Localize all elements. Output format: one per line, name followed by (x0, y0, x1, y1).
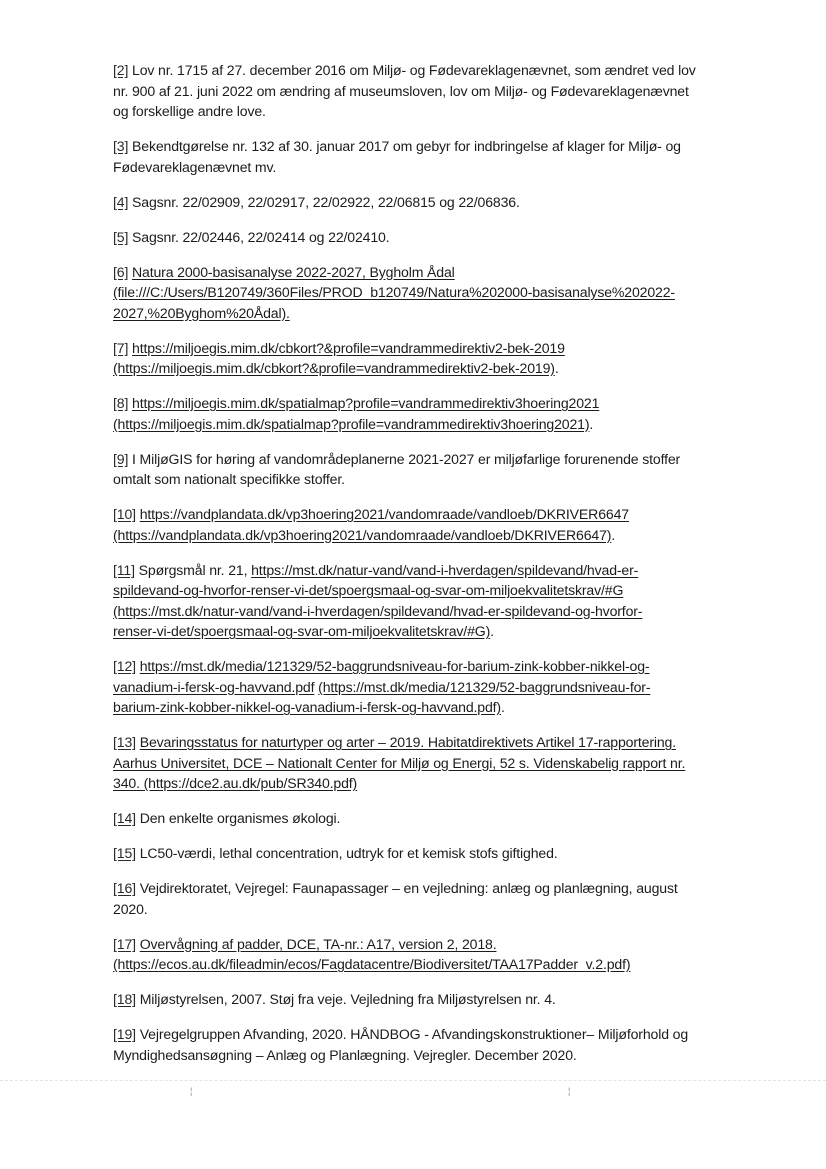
hyperlink[interactable]: (https://mst.dk/media/121329/52-baggrundsniveau-for- (318, 678, 651, 695)
endnote-line (113, 954, 733, 975)
endnote-text: Spørgsmål nr. 21, (138, 561, 252, 578)
endnote-line (113, 773, 733, 794)
hyperlink[interactable]: Overvågning af padder, DCE, TA-nr.: A17, version 2, 2018. (139, 935, 497, 952)
endnote-ref-link[interactable]: [17] (113, 935, 136, 952)
endnote-line (113, 878, 733, 899)
endnote-ref-link[interactable]: [16] (113, 880, 136, 896)
endnote-line (113, 414, 733, 435)
endnote-ref-link[interactable]: [7] (113, 339, 129, 356)
hyperlink[interactable]: (https://vandplandata.dk/vp3hoering2021/vandomraade/vandloeb/DKRIVER6647) (113, 526, 612, 543)
endnote-line (113, 601, 733, 622)
hyperlink[interactable]: renser-vi-det/spoergsmaal-og-svar-om-miljoekvalitetskrav/#G) (113, 623, 491, 639)
endnote-text: Sagsnr. 22/02909, 22/02917, 22/02922, 22/06815 og 22/06836. (132, 193, 520, 210)
endnote-line (113, 753, 733, 774)
endnote-3 (113, 136, 733, 177)
endnote-text: nr. 900 af 21. juni 2022 om ændring af museumsloven, lov om Miljø- og Fødevareklagenævnet (113, 82, 689, 99)
endnote-line (113, 227, 733, 248)
endnote-line (113, 843, 733, 864)
endnote-ref-link[interactable]: [2] (113, 62, 129, 78)
endnote-6 (113, 262, 733, 324)
endnote-line (113, 81, 733, 102)
endnote-15 (113, 843, 733, 864)
endnote-line (113, 697, 733, 718)
hyperlink[interactable]: (https://mst.dk/natur-vand/vand-i-hverdagen/spildevand/hvad-er-spildevand-og-hvorfor- (113, 602, 643, 619)
hyperlink[interactable]: (https://miljoegis.mim.dk/cbkort?&profile=vandrammedirektiv2-bek-2019) (113, 360, 555, 376)
endnote-16 (113, 878, 733, 919)
endnote-ref-link[interactable]: [12] (113, 658, 136, 674)
hyperlink[interactable]: Aarhus Universitet, DCE – Nationalt Center for Miljø og Energi, 52 s. Videnskabelig rapport nr. (113, 754, 686, 771)
endnote-text: Sagsnr. 22/02446, 22/02414 og 22/02410. (132, 228, 390, 245)
endnote-10 (113, 504, 733, 545)
hyperlink[interactable]: 2027,%20Byghom%20Ådal). (113, 304, 290, 321)
hyperlink[interactable]: vanadium-i-fersk-og-havvand.pdf (113, 678, 315, 695)
endnote-text: Fødevareklagenævnet mv. (113, 158, 277, 175)
endnote-11 (113, 560, 733, 642)
endnote-line (113, 101, 733, 122)
endnote-ref-link[interactable]: [15] (113, 845, 136, 861)
endnote-ref-link[interactable]: [19] (113, 1026, 136, 1042)
hyperlink[interactable]: (https://ecos.au.dk/fileadmin/ecos/Fagdatacentre/Biodiversitet/TAA17Padder_v.2.pdf) (113, 956, 631, 972)
hyperlink[interactable]: https://miljoegis.mim.dk/spatialmap?profile=vandrammedirektiv3hoering2021 (132, 395, 600, 411)
endnote-text: . (554, 360, 559, 376)
hyperlink[interactable]: barium-zink-kobber-nikkel-og-vanadium-i-fersk-og-havvand.pdf) (113, 699, 501, 715)
endnote-text: Den enkelte organismes økologi. (139, 810, 341, 826)
endnote-line (113, 732, 733, 753)
endnote-line (113, 808, 733, 829)
endnote-line (113, 560, 733, 581)
endnote-line (113, 469, 733, 490)
hyperlink[interactable]: https://miljoegis.mim.dk/cbkort?&profile=vandrammedirektiv2-bek-2019 (132, 339, 565, 356)
hyperlink[interactable]: (https://miljoegis.mim.dk/spatialmap?profile=vandrammedirektiv3hoering2021) (113, 415, 590, 432)
endnote-line (113, 282, 733, 303)
endnote-text: Vejregelgruppen Afvanding, 2020. HÅNDBOG - Afvandingskonstruktioner– Miljøforhold og (139, 1026, 689, 1042)
endnote-ref-link[interactable]: [9] (113, 450, 129, 467)
endnote-text: . (500, 699, 505, 715)
endnote-text: Myndighedsansøgning – Anlæg og Planlægning. Vejregler. December 2020. (113, 1046, 577, 1063)
endnotes-list (113, 60, 733, 1080)
endnote-line (113, 303, 733, 324)
endnote-line (113, 358, 733, 379)
endnote-13 (113, 732, 733, 794)
endnote-text: og forskellige andre love. (113, 103, 266, 119)
hyperlink[interactable]: (file:///C:/Users/B120749/360Files/PROD_b120749/Natura%202000-basisanalyse%202022- (113, 284, 675, 300)
endnote-ref-link[interactable]: [18] (113, 991, 136, 1007)
endnote-18 (113, 989, 733, 1010)
endnote-ref-link[interactable]: [11] (113, 561, 135, 578)
endnote-text: Miljøstyrelsen, 2007. Støj fra veje. Vejledning fra Miljøstyrelsen nr. 4. (139, 991, 556, 1007)
endnote-ref-link[interactable]: [8] (113, 395, 129, 411)
endnote-14 (113, 808, 733, 829)
endnote-ref-link[interactable]: [3] (113, 138, 129, 154)
endnote-5 (113, 227, 733, 248)
endnote-text: 2020. (113, 900, 148, 917)
hyperlink[interactable]: spildevand-og-hvorfor-renser-vi-det/spoergsmaal-og-svar-om-miljoekvalitetskrav/#G (113, 582, 624, 598)
endnote-8 (113, 393, 733, 434)
endnote-ref-link[interactable]: [6] (113, 263, 129, 280)
endnote-line (113, 338, 733, 359)
endnote-ref-link[interactable]: [4] (113, 193, 129, 210)
endnote-4 (113, 192, 733, 213)
endnote-line (113, 934, 733, 955)
endnote-text: Bekendtgørelse nr. 132 af 30. januar 2017 om gebyr for indbringelse af klager for Miljø- og (132, 138, 681, 154)
hyperlink[interactable]: https://mst.dk/media/121329/52-baggrundsniveau-for-barium-zink-kobber-nikkel-og- (139, 658, 650, 674)
endnote-line (113, 989, 733, 1010)
endnote-line (113, 136, 733, 157)
endnote-7 (113, 338, 733, 379)
endnote-text: . (589, 415, 594, 432)
endnote-ref-link[interactable]: [5] (113, 228, 129, 245)
endnote-line (113, 262, 733, 283)
endnote-text: I MiljøGIS for høring af vandområdeplanerne 2021-2027 er miljøfarlige forurenende stoffer (132, 450, 681, 467)
endnote-text: . (611, 526, 616, 543)
endnote-text: Vejdirektoratet, Vejregel: Faunapassager – en vejledning: anlæg og planlægning, august (139, 880, 678, 896)
endnote-text: LC50-værdi, lethal concentration, udtryk for et kemisk stofs giftighed. (139, 845, 558, 861)
endnote-text: omtalt som nationalt specifikke stoffer. (113, 471, 345, 487)
endnote-line (113, 60, 733, 81)
scan-mark: ¦ (568, 1086, 571, 1096)
endnote-line (113, 1045, 733, 1066)
endnote-2 (113, 60, 733, 122)
hyperlink[interactable]: Bevaringsstatus for naturtyper og arter – 2019. Habitatdirektivets Artikel 17-rapportering. (139, 734, 676, 750)
endnote-text: Lov nr. 1715 af 27. december 2016 om Miljø- og Fødevareklagenævnet, som ændret ved lov (132, 62, 696, 78)
endnote-ref-link[interactable]: [10] (113, 506, 136, 522)
endnote-line (113, 525, 733, 546)
endnote-line (113, 449, 733, 470)
endnote-text: . (490, 623, 494, 639)
endnote-line (113, 192, 733, 213)
endnote-ref-link[interactable]: [13] (113, 734, 136, 750)
footer-divider (0, 1080, 826, 1081)
endnote-line (113, 157, 733, 178)
endnote-line (113, 677, 733, 698)
endnote-line (113, 1024, 733, 1045)
endnote-line (113, 580, 733, 601)
endnote-line (113, 899, 733, 920)
endnote-line (113, 504, 733, 525)
endnote-19 (113, 1024, 733, 1065)
scan-mark: ¦ (190, 1086, 193, 1096)
hyperlink[interactable]: https://vandplandata.dk/vp3hoering2021/vandomraade/vandloeb/DKRIVER6647 (139, 506, 629, 522)
endnote-9 (113, 449, 733, 490)
endnote-ref-link[interactable]: [14] (113, 810, 136, 826)
endnote-line (113, 393, 733, 414)
endnote-line (113, 656, 733, 677)
endnote-17 (113, 934, 733, 975)
endnote-line (113, 621, 733, 642)
hyperlink[interactable]: 340. (https://dce2.au.dk/pub/SR340.pdf) (113, 775, 358, 791)
hyperlink[interactable]: Natura 2000-basisanalyse 2022-2027, Bygholm Ådal (132, 263, 455, 280)
hyperlink[interactable]: https://mst.dk/natur-vand/vand-i-hverdagen/spildevand/hvad-er- (251, 561, 639, 578)
endnote-12 (113, 656, 733, 718)
